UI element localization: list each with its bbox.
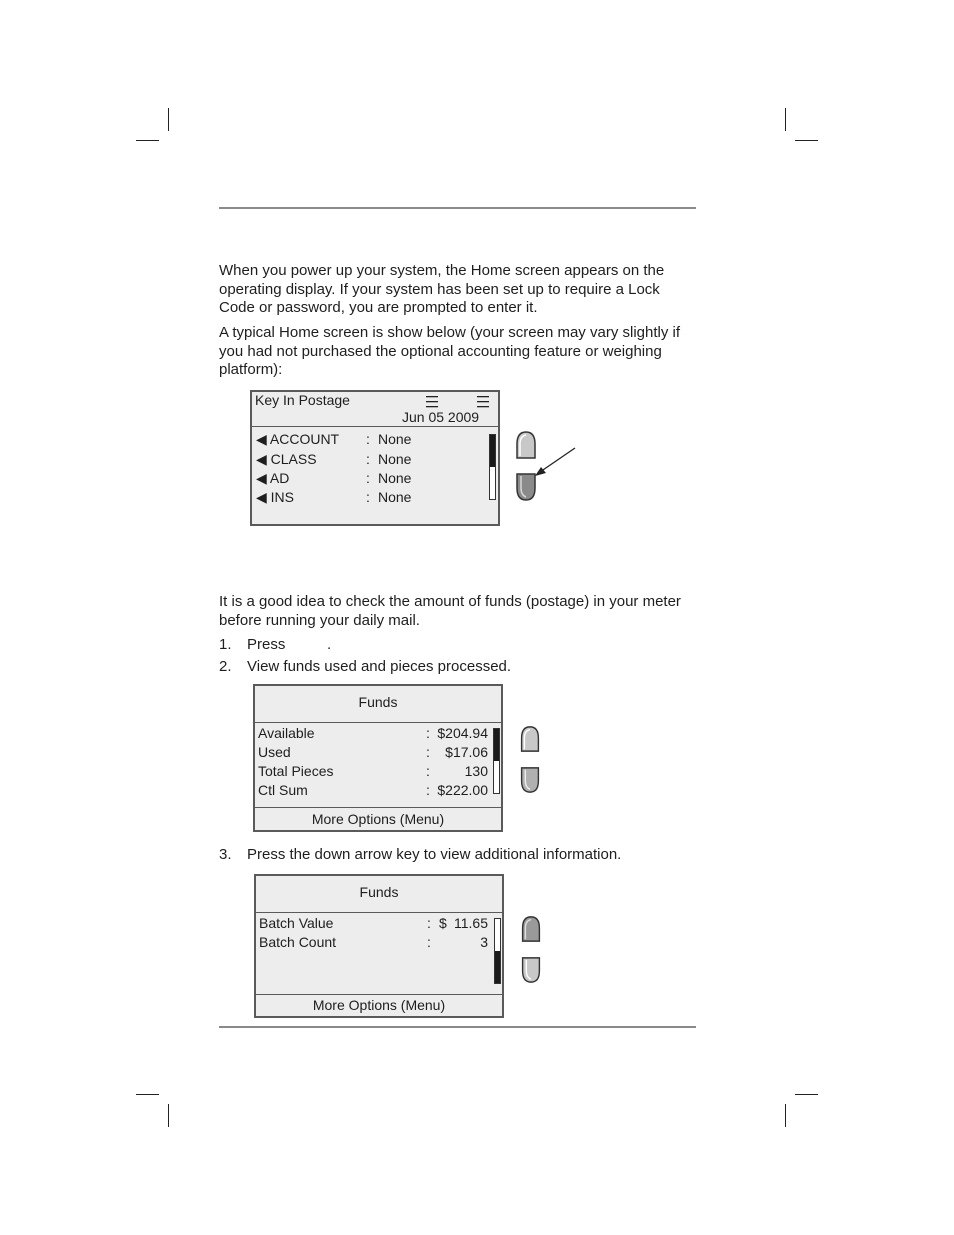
step-text: Press the down arrow key to view additional information.	[247, 846, 622, 863]
home-row-value: None	[378, 489, 412, 505]
down-arrow-key-icon[interactable]	[520, 956, 542, 984]
home-screen-title: Key In Postage	[255, 392, 350, 408]
crop-mark	[785, 1104, 786, 1127]
funds-screen-header	[255, 686, 501, 723]
menu-lines-icon	[476, 395, 490, 408]
more-options-label: More Options (Menu)	[311, 811, 445, 827]
funds-row-label: Ctl Sum	[258, 782, 308, 798]
home-row-value: None	[378, 431, 412, 447]
crop-mark	[795, 1094, 818, 1095]
home-row-separator: :	[366, 470, 370, 486]
funds-screen-title: Funds	[358, 694, 398, 710]
step-text: View funds used and pieces processed.	[247, 658, 512, 675]
funds-intro-paragraph: It is a good idea to check the amount of funds (postage) in your meter before running your daily mail.	[219, 593, 681, 629]
funds-row-label: Batch Value	[259, 915, 334, 931]
crop-mark	[136, 1094, 159, 1095]
funds-row-value: $222.00	[437, 782, 488, 798]
funds-row-currency: $	[439, 915, 447, 931]
step-number: 2.	[219, 658, 232, 675]
footer-rule	[219, 1026, 696, 1028]
up-arrow-key-icon[interactable]	[519, 725, 541, 753]
home-row-value: None	[378, 451, 412, 467]
menu-lines-icon	[425, 395, 439, 408]
funds-screen-header	[256, 876, 502, 913]
funds-row-label: Available	[258, 725, 315, 741]
funds-screen-display	[253, 684, 503, 832]
funds-row-value: $17.06	[445, 744, 488, 760]
funds-screen-footer	[255, 807, 501, 830]
step-text: Press .	[247, 636, 332, 653]
home-screen-display	[250, 390, 500, 526]
funds-row-separator: :	[426, 782, 430, 798]
funds-row-separator: :	[427, 915, 431, 931]
scrollbar[interactable]	[493, 728, 500, 794]
funds-screen-display-2	[254, 874, 504, 1018]
crop-mark	[168, 1104, 169, 1127]
scrollbar-thumb	[495, 951, 500, 983]
step-number: 3.	[219, 846, 232, 863]
funds-row-label: Used	[258, 744, 291, 760]
funds-screen-title: Funds	[359, 884, 399, 900]
scrollbar[interactable]	[494, 918, 501, 984]
funds-row-separator: :	[426, 744, 430, 760]
home-row-label: ◀ ACCOUNT	[256, 431, 340, 447]
funds-screen-footer	[256, 994, 502, 1016]
scrollbar[interactable]	[489, 434, 496, 500]
pointer-arrow-icon	[532, 446, 578, 478]
home-screen-header	[252, 392, 498, 427]
step-number: 1.	[219, 636, 232, 653]
up-arrow-key-icon[interactable]	[520, 915, 542, 943]
funds-row-separator: :	[426, 725, 430, 741]
home-row-label: ◀ INS	[256, 489, 294, 505]
funds-row-separator: :	[427, 934, 431, 950]
intro-paragraph-2: A typical Home screen is show below (your screen may vary slightly if you had not purchased the optional accounting feature or weighing platform):	[219, 324, 681, 378]
home-screen-date: Jun 05 2009	[402, 409, 480, 425]
home-row-separator: :	[366, 489, 370, 505]
crop-mark	[795, 140, 818, 141]
more-options-label: More Options (Menu)	[312, 997, 446, 1013]
funds-row-value: 11.65	[454, 915, 488, 931]
crop-mark	[136, 140, 159, 141]
crop-mark	[168, 108, 169, 131]
intro-paragraph-1: When you power up your system, the Home screen appears on the operating display. If your system has been set up to require a Lock Code or password, you are prompted to enter it.	[219, 262, 665, 316]
header-rule	[219, 207, 696, 209]
home-row-label: ◀ AD	[256, 470, 290, 486]
funds-row-value: $204.94	[437, 725, 488, 741]
crop-mark	[785, 108, 786, 131]
funds-row-separator: :	[426, 763, 430, 779]
scrollbar-thumb	[494, 729, 499, 761]
funds-row-value: 130	[464, 763, 488, 779]
home-row-separator: :	[366, 431, 370, 447]
down-arrow-key-icon[interactable]	[519, 766, 541, 794]
funds-row-label: Batch Count	[259, 934, 337, 950]
home-row-value: None	[378, 470, 412, 486]
scrollbar-thumb	[490, 435, 495, 467]
funds-row-label: Total Pieces	[258, 763, 334, 779]
funds-row-value: 3	[480, 934, 488, 950]
home-row-separator: :	[366, 451, 370, 467]
home-row-label: ◀ CLASS	[256, 451, 317, 467]
